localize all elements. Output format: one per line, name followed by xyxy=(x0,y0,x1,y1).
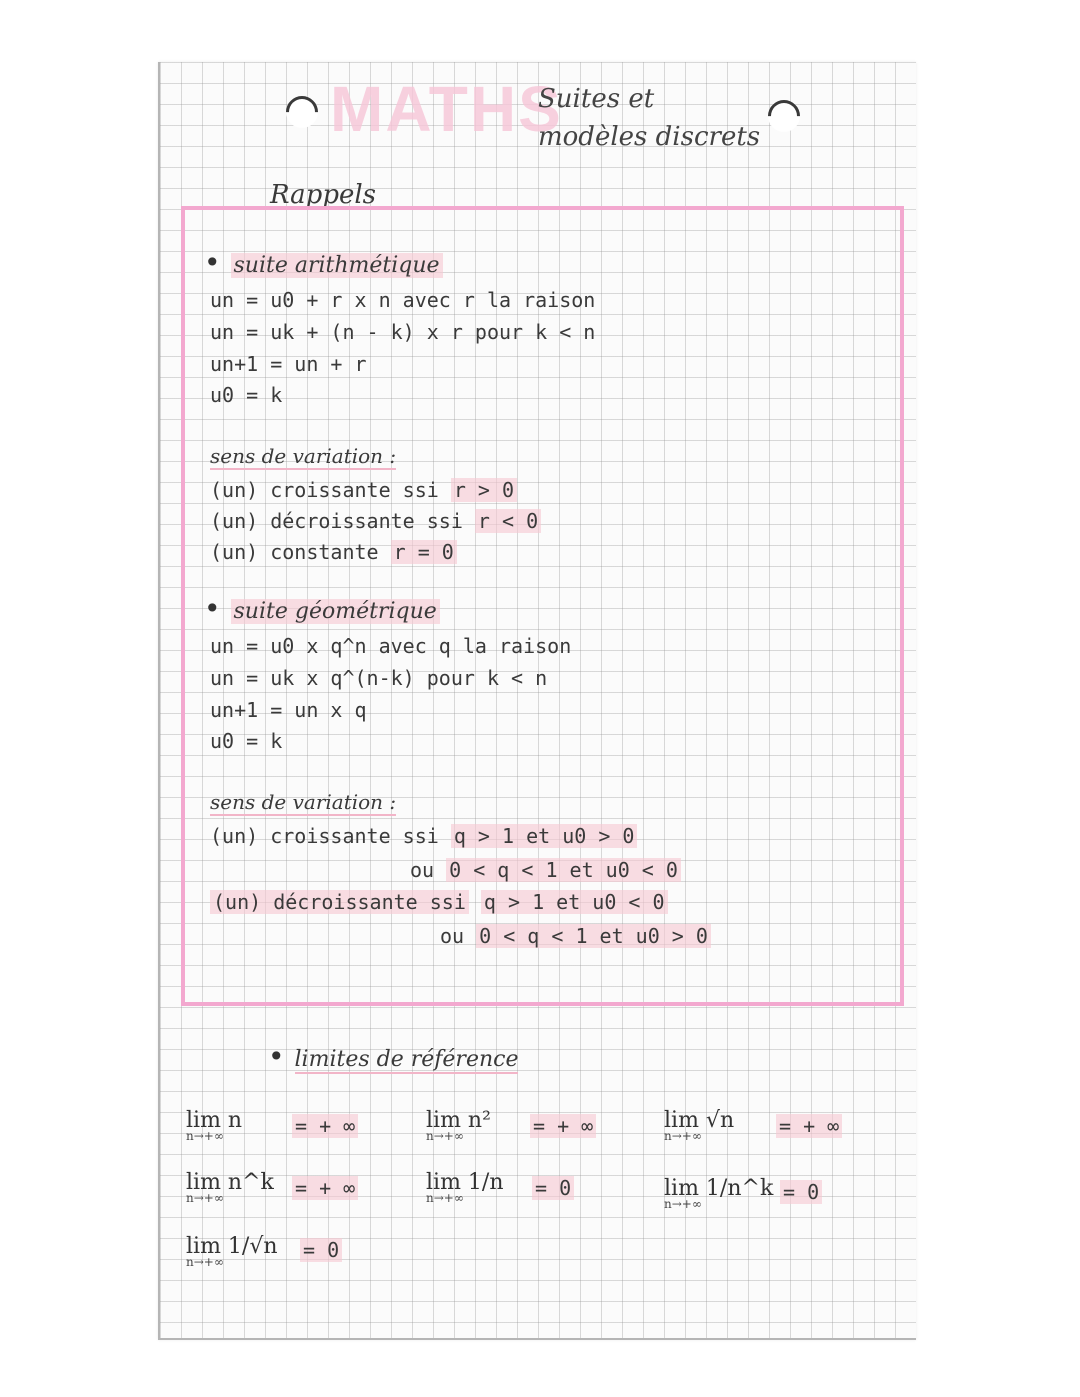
limit-sqrt-n-expr: lim √n xyxy=(664,1108,735,1133)
limit-n xyxy=(186,1108,242,1143)
geo-variation-3 xyxy=(210,890,668,914)
geo-variation-1-cond: q > 1 et u0 > 0 xyxy=(451,824,638,848)
limit-sqrt-n xyxy=(664,1108,734,1143)
limit-n-squared xyxy=(426,1108,491,1143)
geo-variation-1 xyxy=(210,824,637,848)
geo-formula-1: un = u0 x q^n avec q la raison xyxy=(210,634,572,658)
arith-formula-2: un = uk + (n - k) x r pour k < n xyxy=(210,320,596,344)
limit-sqrt-n-value: = + ∞ xyxy=(776,1114,842,1138)
geo-title xyxy=(204,592,440,625)
geo-variation-title: sens de variation : xyxy=(210,790,397,814)
arith-variation-2-text: (un) décroissante ssi xyxy=(210,509,463,533)
geo-variation-4-text: ou xyxy=(440,924,465,948)
limit-inv-sqrt-n-value: = 0 xyxy=(300,1238,342,1262)
limit-n-k-value: = + ∞ xyxy=(292,1176,358,1200)
limit-inv-n-k-expr: lim 1/n^k xyxy=(664,1176,774,1201)
arith-variation-2-cond: r < 0 xyxy=(475,509,541,533)
subtitle-line-1: Suites et xyxy=(538,84,655,114)
geo-title-text: suite géométrique xyxy=(231,599,440,624)
limit-n-value: = + ∞ xyxy=(292,1114,358,1138)
arith-formula-4: u0 = k xyxy=(210,383,283,407)
page-title-maths: MATHS xyxy=(330,73,563,145)
arith-variation-3-cond: r = 0 xyxy=(391,540,457,564)
arith-title-text: suite arithmétique xyxy=(231,253,443,278)
geo-formula-2: un = uk x q^(n-k) pour k < n xyxy=(210,666,548,690)
limit-inv-sqrt-n-expr: lim 1/√n xyxy=(186,1234,278,1259)
arith-variation-title: sens de variation : xyxy=(210,444,397,468)
arith-variation-1-text: (un) croissante ssi xyxy=(210,478,439,502)
limit-n-sub: n→+∞ xyxy=(186,1129,224,1143)
limit-inv-n-k-value: = 0 xyxy=(780,1180,822,1204)
arith-variation-2 xyxy=(210,509,541,533)
limit-inv-n-k-sub: n→+∞ xyxy=(664,1197,702,1211)
geo-variation-1-text: (un) croissante ssi xyxy=(210,824,439,848)
geo-formula-3: un+1 = un x q xyxy=(210,698,367,722)
geo-variation-3-text: (un) décroissante ssi xyxy=(210,890,469,914)
limit-inv-n-expr: lim 1/n xyxy=(426,1170,504,1195)
arith-variation-3 xyxy=(210,540,457,564)
geo-variation-2 xyxy=(410,858,681,882)
arith-variation-3-text: (un) constante xyxy=(210,540,379,564)
limit-n-squared-sub: n→+∞ xyxy=(426,1129,464,1143)
limites-title-text: limites de référence xyxy=(294,1047,519,1072)
arith-variation-1 xyxy=(210,478,517,502)
limit-inv-n xyxy=(426,1170,504,1205)
limit-n-k-expr: lim n^k xyxy=(186,1170,274,1195)
limit-inv-n-sub: n→+∞ xyxy=(426,1191,464,1205)
limit-n-k-sub: n→+∞ xyxy=(186,1191,224,1205)
geo-variation-3-cond: q > 1 et u0 < 0 xyxy=(481,890,668,914)
geo-formula-4: u0 = k xyxy=(210,729,283,753)
arith-formula-3: un+1 = un + r xyxy=(210,352,367,376)
limit-inv-n-value: = 0 xyxy=(532,1176,574,1200)
limit-sqrt-n-sub: n→+∞ xyxy=(664,1129,702,1143)
limit-n-squared-value: = + ∞ xyxy=(530,1114,596,1138)
geo-variation-2-text: ou xyxy=(410,858,435,882)
limit-n-expr: lim n xyxy=(186,1108,243,1133)
limit-n-k xyxy=(186,1170,274,1205)
limit-inv-sqrt-n xyxy=(186,1234,278,1269)
limit-n-squared-expr: lim n² xyxy=(426,1108,491,1133)
arith-formula-1: un = u0 + r x n avec r la raison xyxy=(210,288,596,312)
geo-variation-4 xyxy=(440,924,711,948)
geo-variation-4-cond: 0 < q < 1 et u0 > 0 xyxy=(476,924,711,948)
geo-variation-2-cond: 0 < q < 1 et u0 < 0 xyxy=(446,858,681,882)
limit-inv-n-k xyxy=(664,1176,773,1211)
subtitle-line-2: modèles discrets xyxy=(538,122,761,152)
arith-variation-1-cond: r > 0 xyxy=(451,478,517,502)
limit-inv-sqrt-n-sub: n→+∞ xyxy=(186,1255,224,1269)
rappels-heading: Rappels xyxy=(270,180,377,210)
arith-title xyxy=(204,246,443,279)
limites-title xyxy=(268,1040,518,1073)
